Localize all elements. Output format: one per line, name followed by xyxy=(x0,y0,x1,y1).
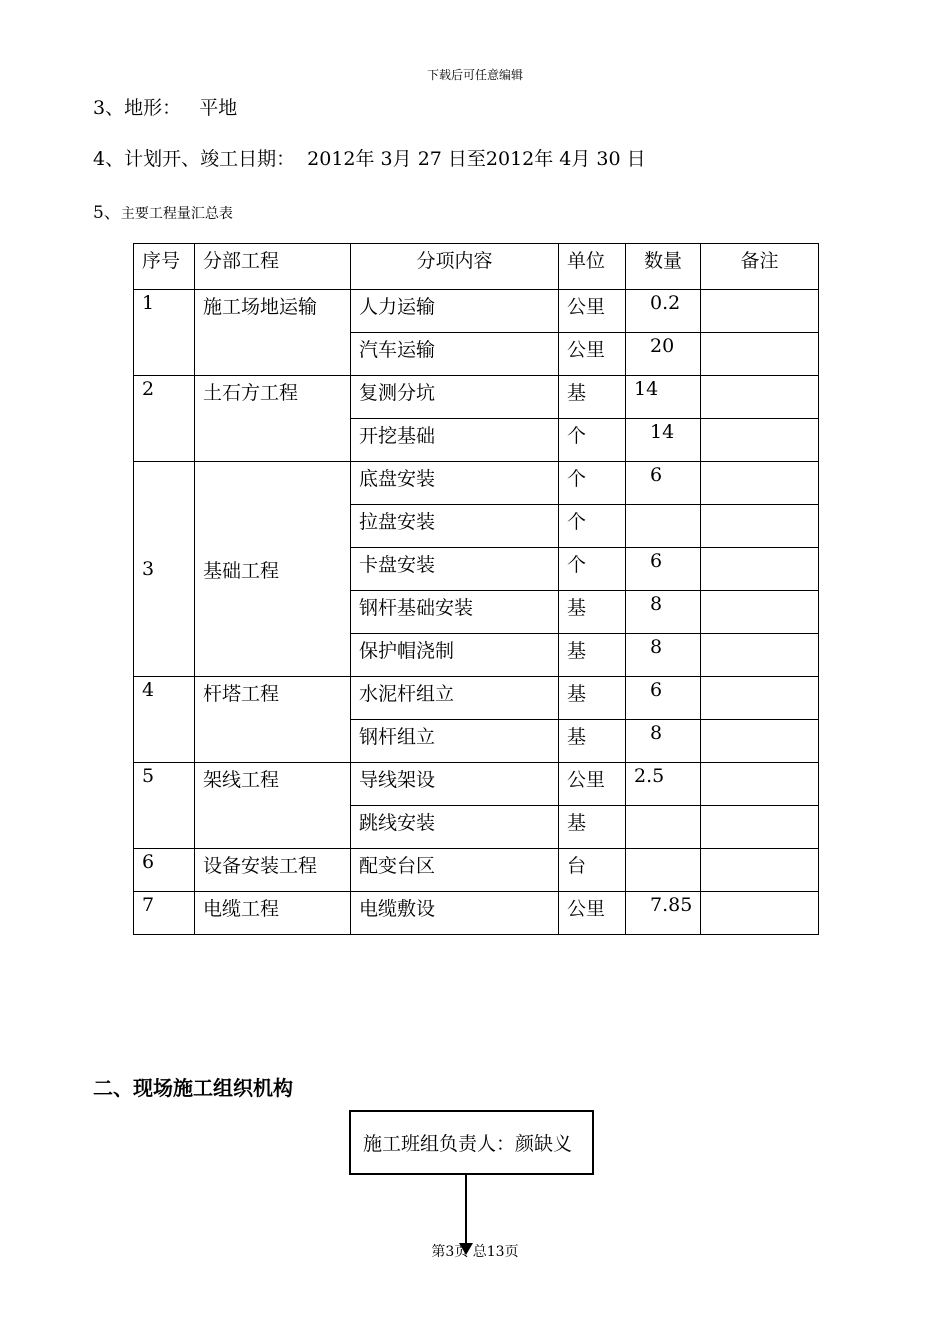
note-cell xyxy=(701,892,819,935)
header-cell-quantity: 数量 xyxy=(626,244,701,290)
unit-cell: 台 xyxy=(559,849,626,892)
table-body xyxy=(134,290,819,935)
summary-heading xyxy=(93,198,233,223)
quantity-summary-table xyxy=(133,243,819,935)
unit-cell: 公里 xyxy=(559,892,626,935)
note-cell xyxy=(701,720,819,763)
division-cell: 施工场地运输 xyxy=(195,290,351,376)
division-cell: 土石方工程 xyxy=(195,376,351,462)
row-number-cell: 6 xyxy=(134,849,195,892)
quantity-cell: 20 xyxy=(626,333,701,376)
header-cell-content: 分项内容 xyxy=(351,244,559,290)
row-number-cell: 3 xyxy=(134,462,195,677)
header-cell-no: 序号 xyxy=(134,244,195,290)
unit-cell: 个 xyxy=(559,505,626,548)
table-row xyxy=(134,892,819,935)
content-cell: 开挖基础 xyxy=(351,419,559,462)
quantity-cell: 8 xyxy=(626,634,701,677)
table-header-row xyxy=(134,244,819,290)
unit-cell: 公里 xyxy=(559,333,626,376)
division-cell: 架线工程 xyxy=(195,763,351,849)
note-cell xyxy=(701,849,819,892)
division-cell: 电缆工程 xyxy=(195,892,351,935)
quantity-cell: 7.85 xyxy=(626,892,701,935)
org-leader-box xyxy=(349,1110,594,1175)
division-cell: 设备安装工程 xyxy=(195,849,351,892)
unit-cell: 个 xyxy=(559,419,626,462)
division-cell: 杆塔工程 xyxy=(195,677,351,763)
note-cell xyxy=(701,290,819,333)
content-cell: 钢杆组立 xyxy=(351,720,559,763)
header-cell-division: 分部工程 xyxy=(195,244,351,290)
content-cell: 钢杆基础安装 xyxy=(351,591,559,634)
content-cell: 拉盘安装 xyxy=(351,505,559,548)
unit-cell: 基 xyxy=(559,720,626,763)
note-cell xyxy=(701,419,819,462)
unit-cell: 个 xyxy=(559,548,626,591)
content-cell: 汽车运输 xyxy=(351,333,559,376)
quantity-cell: 6 xyxy=(626,677,701,720)
content-cell: 人力运输 xyxy=(351,290,559,333)
note-cell xyxy=(701,763,819,806)
note-cell xyxy=(701,462,819,505)
org-connector-line xyxy=(465,1175,467,1245)
row-number-cell: 4 xyxy=(134,677,195,763)
unit-cell: 基 xyxy=(559,591,626,634)
table-row xyxy=(134,376,819,419)
page-footer: 第3页 总13页 xyxy=(431,1244,519,1260)
unit-cell: 公里 xyxy=(559,763,626,806)
note-cell xyxy=(701,333,819,376)
content-cell: 跳线安装 xyxy=(351,806,559,849)
note-cell xyxy=(701,806,819,849)
unit-cell: 公里 xyxy=(559,290,626,333)
table-row xyxy=(134,677,819,720)
header-note: 下载后可任意编辑 xyxy=(426,68,523,82)
section-title: 二、现场施工组织机构 xyxy=(93,1076,293,1100)
table-row xyxy=(134,849,819,892)
header-cell-note: 备注 xyxy=(701,244,819,290)
quantity-cell xyxy=(626,806,701,849)
quantity-cell: 6 xyxy=(626,548,701,591)
quantity-cell: 14 xyxy=(626,376,701,419)
quantity-cell: 8 xyxy=(626,591,701,634)
note-cell xyxy=(701,591,819,634)
quantity-cell: 2.5 xyxy=(626,763,701,806)
note-cell xyxy=(701,376,819,419)
note-cell xyxy=(701,634,819,677)
org-leader-label: 施工班组负责人：颜缺义 xyxy=(363,1133,573,1155)
row-number-cell: 5 xyxy=(134,763,195,849)
content-cell: 保护帽浇制 xyxy=(351,634,559,677)
row-number-cell: 1 xyxy=(134,290,195,376)
quantity-cell: 8 xyxy=(626,720,701,763)
row-number-cell: 2 xyxy=(134,376,195,462)
content-cell: 底盘安装 xyxy=(351,462,559,505)
content-cell: 复测分坑 xyxy=(351,376,559,419)
terrain-line: 3、地形： 平地 xyxy=(93,97,238,119)
content-cell: 电缆敷设 xyxy=(351,892,559,935)
table-row xyxy=(134,290,819,333)
quantity-cell: 6 xyxy=(626,462,701,505)
table-row xyxy=(134,763,819,806)
quantity-cell xyxy=(626,505,701,548)
summary-heading-number: 5、 xyxy=(93,203,121,223)
row-number-cell: 7 xyxy=(134,892,195,935)
schedule-line: 4、计划开、竣工日期： 2012年 3月 27 日至2012年 4月 30 日 xyxy=(93,148,646,170)
header-cell-unit: 单位 xyxy=(559,244,626,290)
table-row xyxy=(134,462,819,505)
unit-cell: 基 xyxy=(559,376,626,419)
content-cell: 配变台区 xyxy=(351,849,559,892)
note-cell xyxy=(701,505,819,548)
content-cell: 卡盘安装 xyxy=(351,548,559,591)
unit-cell: 基 xyxy=(559,634,626,677)
note-cell xyxy=(701,677,819,720)
content-cell: 导线架设 xyxy=(351,763,559,806)
quantity-cell xyxy=(626,849,701,892)
unit-cell: 基 xyxy=(559,806,626,849)
summary-heading-label: 主要工程量汇总表 xyxy=(120,206,233,222)
note-cell xyxy=(701,548,819,591)
quantity-cell: 0.2 xyxy=(626,290,701,333)
unit-cell: 基 xyxy=(559,677,626,720)
division-cell: 基础工程 xyxy=(195,462,351,677)
quantity-cell: 14 xyxy=(626,419,701,462)
unit-cell: 个 xyxy=(559,462,626,505)
content-cell: 水泥杆组立 xyxy=(351,677,559,720)
